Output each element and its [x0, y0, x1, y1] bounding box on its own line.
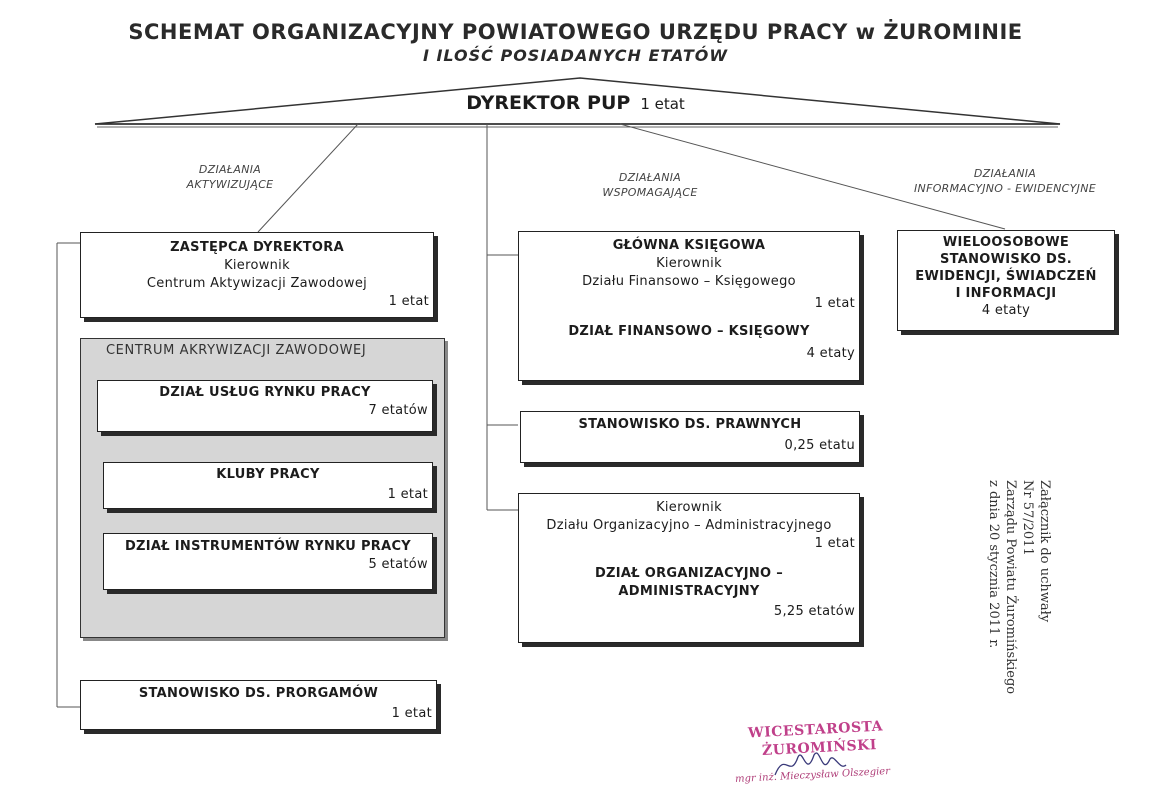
organizacyjny-unit: Działu Organizacyjno – Administracyjnego — [546, 518, 832, 533]
box-dzial-organizacyjny — [518, 493, 860, 643]
box-stanowisko-programow — [80, 680, 437, 730]
uslug-etat: 7 etatów — [368, 403, 428, 418]
organizacyjny-etat: 1 etat — [814, 536, 855, 551]
box-stanowisko-prawnych — [520, 411, 860, 463]
zastepca-title: ZASTĘPCA DYREKTORA — [170, 240, 344, 255]
signature-text: mgr inż. Mieczysław Olszegier — [734, 765, 891, 786]
branch-label-aktywizujace — [180, 162, 280, 192]
programow-label: STANOWISKO DS. PRORGAMÓW — [138, 686, 379, 701]
zastepca-unit: Centrum Aktywizacji Zawodowej — [146, 276, 368, 291]
ksiegowa-etat: 1 etat — [814, 296, 855, 311]
wieloosobowe-line1: WIELOOSOBOWE — [942, 235, 1070, 250]
page-title: SCHEMAT ORGANIZACYJNY POWIATOWEGO URZĘDU PRACY w ŻUROMINIE — [128, 20, 1023, 44]
organizacyjny-role: Kierownik — [656, 500, 722, 515]
branch-label-line: AKTYWIZUJĄCE — [186, 178, 274, 191]
centrum-title: CENTRUM AKRYWIZACJI ZAWODOWEJ — [106, 343, 367, 358]
instrumentow-label: DZIAŁ INSTRUMENTÓW RYNKU PRACY — [124, 539, 412, 554]
ksiegowa-unit: Działu Finansowo – Księgowego — [582, 274, 796, 289]
stamp-title: WICESTAROSTA — [747, 718, 884, 742]
page-subtitle: I ILOŚĆ POSIADANYCH ETATÓW — [422, 46, 729, 65]
stamp-name: ŻUROMIŃSKI — [761, 737, 878, 759]
kluby-label: KLUBY PRACY — [216, 467, 320, 482]
prawnych-label: STANOWISKO DS. PRAWNYCH — [578, 417, 802, 432]
zastepca-etat: 1 etat — [388, 294, 429, 309]
box-dzial-instrumentow — [103, 533, 433, 590]
programow-etat: 1 etat — [391, 706, 432, 721]
director-label — [0, 92, 1151, 114]
instrumentow-etat: 5 etatów — [368, 557, 428, 572]
branch-label-line: WSPOMAGAJĄCE — [602, 186, 698, 199]
annex-line: z dnia 20 stycznia 2011 r. — [986, 480, 1001, 649]
branch-label-line: DZIAŁANIA — [198, 163, 262, 176]
prawnych-etat: 0,25 etatu — [784, 438, 855, 453]
branch-label-line: INFORMACYJNO - EWIDENCYJNE — [914, 182, 1096, 195]
zastepca-role: Kierownik — [224, 258, 290, 273]
uslug-label: DZIAŁ USŁUG RYNKU PRACY — [159, 385, 371, 400]
organizacyjny-dept-2: ADMINISTRACYJNY — [618, 584, 760, 599]
annex-line: Nr 57/2011 — [1020, 480, 1035, 556]
ksiegowa-role: Kierownik — [656, 256, 722, 271]
organizacyjny-dept-etat: 5,25 etatów — [773, 604, 855, 619]
branch-label-line: DZIAŁANIA — [618, 171, 682, 184]
director-title: DYREKTOR PUP — [466, 92, 631, 114]
ksiegowa-dept: DZIAŁ FINANSOWO – KSIĘGOWY — [568, 324, 810, 339]
wieloosobowe-line4: I INFORMACJI — [955, 286, 1057, 301]
wieloosobowe-line3: EWIDENCJI, ŚWIADCZEŃ — [915, 269, 1097, 284]
annex-line: Zarządu Powiatu Żuromińskiego — [1003, 480, 1018, 695]
box-dzial-uslug — [97, 380, 433, 432]
box-kluby-pracy — [103, 462, 433, 509]
annex-line: Załącznik do uchwały — [1037, 480, 1052, 623]
organizacyjny-dept-1: DZIAŁ ORGANIZACYJNO – — [594, 566, 784, 581]
box-glowna-ksiegowa — [518, 231, 860, 381]
box-wieloosobowe-stanowisko — [897, 230, 1115, 331]
branch-label-line: DZIAŁANIA — [973, 167, 1037, 180]
annex-note — [985, 480, 1053, 694]
director-etat: 1 etat — [640, 95, 685, 113]
ksiegowa-dept-etat: 4 etaty — [806, 346, 855, 361]
kluby-etat: 1 etat — [387, 487, 428, 502]
ksiegowa-title: GŁÓWNA KSIĘGOWA — [612, 238, 766, 253]
wieloosobowe-etat: 4 etaty — [981, 303, 1031, 318]
wieloosobowe-line2: STANOWISKO DS. — [939, 252, 1073, 267]
branch-label-wspomagajace — [590, 170, 710, 200]
branch-label-informacyjne — [890, 166, 1120, 196]
box-zastepca-dyrektora — [80, 232, 434, 318]
